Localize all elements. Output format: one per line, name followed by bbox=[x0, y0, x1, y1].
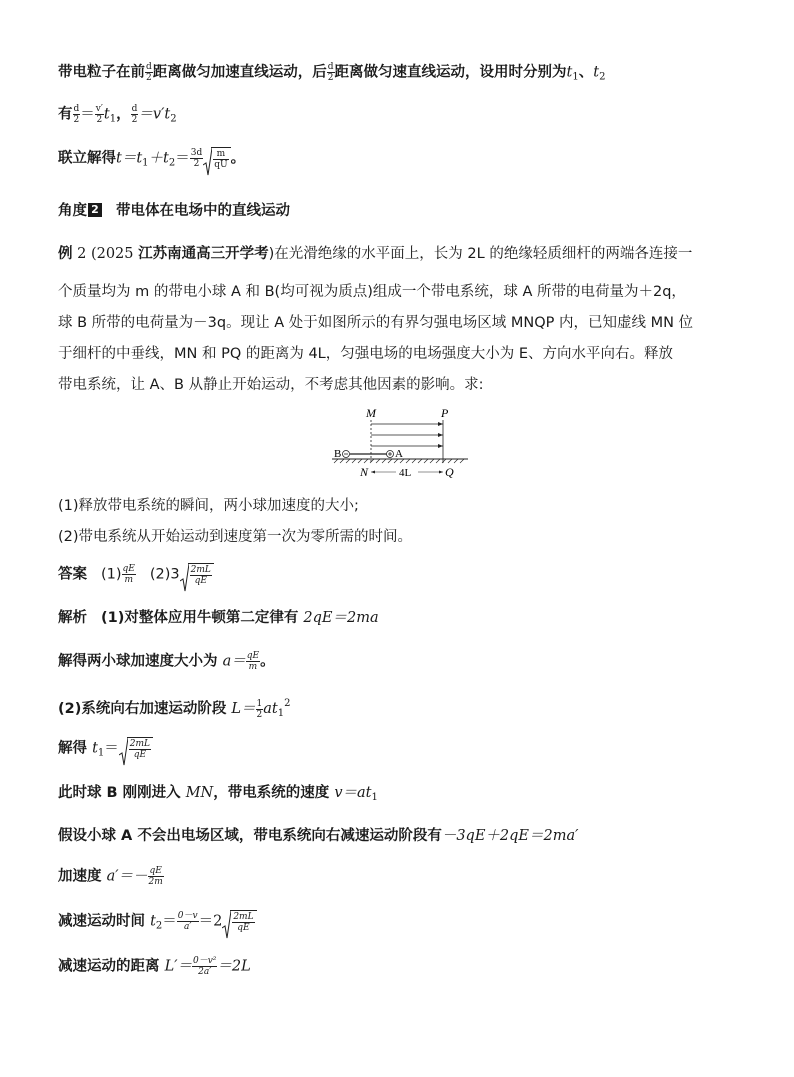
example-line-1: 例 2 (2025 江苏南通高三开学考)在光滑绝缘的水平面上，长为 2L 的绝缘轻质细杆的两端各连接一 bbox=[58, 246, 693, 262]
sqrt-2mL-over-qE: $\frac{2mL}{qE}$ bbox=[180, 563, 214, 586]
example-line-4: 于细杆的中垂线，MN 和 PQ 的距离为 4L，匀强电场的电场强度大小为 E、方向水平向右。释放 bbox=[58, 346, 674, 362]
fraction-vprime-over-2: $\frac{v'}{2}$ bbox=[95, 104, 103, 125]
text-span: 距离做匀速直线运动，设用时分别为 bbox=[334, 64, 567, 81]
fraction-3d-over-2: $\frac{3d}{2}$ bbox=[190, 148, 203, 169]
analysis-line-3: (2)系统向右加速运动阶段 L＝ $\frac{1}{2}$ $at_1^2$ bbox=[58, 698, 291, 720]
question-1: (1)释放带电系统的瞬间，两小球加速度的大小; bbox=[58, 498, 359, 514]
analysis-line-6: 假设小球 A 不会出电场区域，带电系统向右减速运动阶段有－3qE＋2qE＝2ma′ bbox=[58, 828, 579, 844]
field-arrows bbox=[438, 422, 443, 448]
analysis-line-1: 解析 (1)对整体应用牛顿第二定律有 2qE＝2ma bbox=[58, 610, 379, 626]
text-line-1: 带电粒子在前 $\frac{d}{2}$ 距离做匀加速直线运动，后 $\frac{d}{2}$ 距离做匀速直线运动，设用时分别为$t_1$、$t_2$ bbox=[58, 62, 606, 83]
sqrt-2mL-over-qE: $\frac{2mL}{qE}$ bbox=[222, 910, 256, 933]
label-4L: 4L bbox=[399, 467, 412, 479]
label-B: B bbox=[334, 448, 342, 460]
angle-number-badge: 2 bbox=[88, 203, 102, 217]
answer-line: 答案 (1) $\frac{qE}{m}$ (2)3 $\frac{2mL}{qE}$ bbox=[58, 563, 214, 586]
question-2: (2)带电系统从开始运动到速度第一次为零所需的时间。 bbox=[58, 529, 413, 545]
fraction-d-over-2: $\frac{d}{2}$ bbox=[131, 104, 138, 125]
example-line-2: 个质量均为 m 的带电小球 A 和 B(均可视为质点)组成一个带电系统，球 A 所带的电荷量为＋2q， bbox=[58, 284, 686, 300]
fraction-d-over-2: $\frac{d}{2}$ bbox=[73, 104, 80, 125]
label-P: P bbox=[441, 406, 449, 420]
label-Q: Q bbox=[445, 465, 454, 479]
example-line-3: 球 B 所带的电荷量为－3q。现让 A 处于如图所示的有界匀强电场区域 MNQP 内，已知虚线 MN 位 bbox=[58, 315, 694, 331]
sqrt-2mL-over-qE: $\frac{2mL}{qE}$ bbox=[119, 737, 153, 760]
electric-field-diagram bbox=[330, 403, 470, 483]
sqrt-m-over-qU: $\frac{m}{qU}$ bbox=[203, 147, 230, 170]
section-heading: 角度 2 带电体在电场中的直线运动 bbox=[58, 203, 290, 219]
analysis-line-4: 解得 $t_1=$ $\frac{2mL}{qE}$ bbox=[58, 737, 153, 764]
label-N: N bbox=[360, 465, 369, 479]
example-line-5: 带电系统，让 A、B 从静止开始运动，不考虑其他因素的影响。求: bbox=[58, 377, 484, 393]
label-M: M bbox=[366, 406, 376, 420]
analysis-line-9: 减速运动的距离 L′＝ $\frac{\text{0－v²}}{2a'}$ ＝2L bbox=[58, 956, 251, 977]
field-lines bbox=[371, 424, 443, 446]
fraction-d-over-2: $\frac{d}{2}$ bbox=[146, 62, 152, 83]
analysis-line-8: 减速运动时间 $t_2=$ $\frac{0-v}{a'}$ ＝2 $\frac{2mL}{qE}$ bbox=[58, 910, 257, 937]
fraction-d-over-2: $\frac{d}{2}$ bbox=[327, 62, 334, 83]
analysis-line-7: 加速度 a′＝－ $\frac{qE}{2m}$ bbox=[58, 866, 163, 887]
analysis-line-2: 解得两小球加速度大小为 a＝ $\frac{qE}{m}$ 。 bbox=[58, 651, 275, 672]
text-line-2: 有 $\frac{d}{2}$ ＝ $\frac{v'}{2}$ $t_1$， $\frac{d}{2}$ $=v't_2$ bbox=[58, 104, 177, 125]
text-line-3: 联立解得$t=t_1+t_2=$ $\frac{3d}{2}$ $\frac{m}{qU}$ 。 bbox=[58, 147, 245, 174]
analysis-line-5: 此时球 B 刚刚进入 MN，带电系统的速度 $v=at_1$ bbox=[58, 785, 378, 803]
text-span: 距离做匀加速直线运动，后 bbox=[152, 64, 327, 81]
label-A: A bbox=[395, 448, 403, 460]
text-span: 带电粒子在前 bbox=[58, 64, 145, 81]
